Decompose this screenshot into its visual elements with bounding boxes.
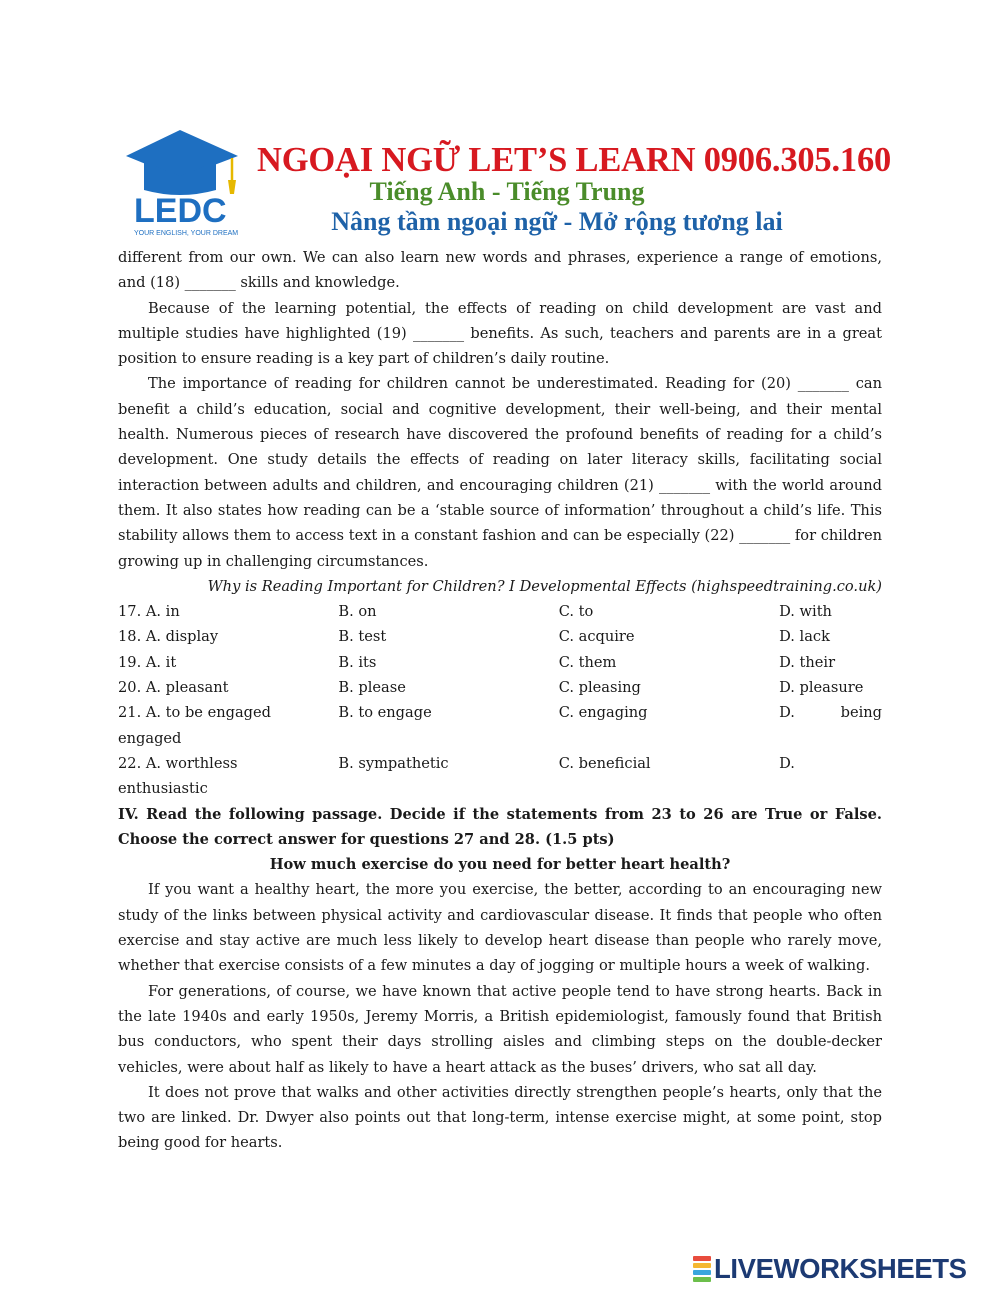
option-d-text-wrap: enthusiastic — [118, 780, 208, 798]
option-c[interactable]: C. to — [558, 603, 594, 621]
option-d[interactable]: D. their — [779, 653, 836, 671]
brand-slogan: Nâng tầm ngoại ngữ - Mở rộng tương lai — [331, 207, 783, 236]
option-d[interactable]: D. pleasure — [779, 679, 864, 697]
svg-text:YOUR ENGLISH, YOUR DREAM: YOUR ENGLISH, YOUR DREAM — [134, 230, 239, 237]
liveworksheets-logo[interactable] — [693, 1252, 993, 1286]
passage1-paragraph: The importance of reading for children cannot be underestimated. Reading for (20) _______ can benefit a child’s education, social and cognitive development, their well-being, and their mental health. Numerous pieces of research have discovered the profound benefits of reading for a child’s development. One study details the effects of reading on later literacy skills, facilitating social interaction between adults and children, and encouraging children (21) _______ with the world around them. It also states how reading can be a ‘stable source of information’ throughout a child’s life. This stability allows them to access text in a constant fashion and can be especially (22) _______ for children growing up in challenging circumstances. — [118, 375, 882, 570]
option-a[interactable]: 21. A. to be engaged — [118, 704, 271, 722]
brand-title: NGOẠI NGỮ LET’S LEARN 0906.305.160 — [257, 141, 892, 179]
passage1-paragraph: Because of the learning potential, the effects of reading on child development are vast and multiple studies have highlighted (19) _______ benefits. As such, teachers and parents are in a great position to ensure reading is a key part of children’s daily routine. — [118, 299, 882, 368]
option-b[interactable]: B. to engage — [338, 704, 432, 722]
passage-title: How much exercise do you need for better heart health? — [269, 856, 731, 874]
question-row — [118, 650, 882, 675]
question-row — [118, 700, 882, 725]
passage2-paragraph: For generations, of course, we have known that active people tend to have strong hearts. Back in the late 1940s and early 1950s, Jeremy Morris, a British epidemiologist, famously found that British bus conductors, who spent their days strolling aisles and climbing steps on the double-decker vehicles, were about half as likely to have a heart attack as the buses’ drivers, who sat all day. — [118, 982, 882, 1076]
option-b[interactable]: B. please — [338, 679, 406, 697]
page-header — [0, 0, 1000, 245]
section-heading: IV. Read the following passage. Decide if the statements from 23 to 26 are True or False. Choose the correct answer for questions 27 and 28. (1.5 pts) — [118, 805, 882, 848]
svg-text:LEDC: LEDC — [134, 192, 227, 230]
passage1-paragraph: different from our own. We can also learn new words and phrases, experience a range of emotions, and (18) _______ skills and knowledge. — [118, 249, 882, 292]
badge-bar-icon — [693, 1256, 711, 1261]
liveworksheets-badge-icon — [693, 1256, 711, 1282]
question-row — [118, 751, 882, 776]
liveworksheets-wordmark: LIVEWORKSHEETS — [714, 1253, 967, 1284]
option-c[interactable]: C. them — [558, 653, 617, 671]
option-d[interactable] — [779, 700, 882, 725]
option-a[interactable]: 20. A. pleasant — [118, 679, 229, 697]
passage2-paragraph: It does not prove that walks and other activities directly strengthen people’s hearts, only that the two are linked. Dr. Dwyer also points out that long-term, intense exercise might, at some point, stop being good for hearts. — [118, 1083, 882, 1152]
passage-source: Why is Reading Important for Children? I Developmental Effects (highspeedtraining.co.uk) — [207, 577, 882, 595]
badge-bar-icon — [693, 1270, 711, 1275]
option-d-text: being — [840, 704, 883, 722]
question-row-wrap — [118, 776, 882, 801]
option-c[interactable]: C. pleasing — [558, 679, 641, 697]
question-row — [118, 675, 882, 700]
worksheet-content — [118, 245, 882, 1156]
badge-bar-icon — [693, 1263, 711, 1268]
option-a[interactable]: 22. A. worthless — [118, 754, 238, 772]
passage2-paragraph: If you want a healthy heart, the more you exercise, the better, according to an encouraging new study of the links between physical activity and cardiovascular disease. It finds that people who often exercise and stay active are much less likely to develop heart disease than people who rarely move, whether that exercise consists of a few minutes a day of jogging or multiple hours a week of walking. — [118, 881, 882, 975]
brand-subtitle: Tiếng Anh - Tiếng Trung — [369, 177, 645, 206]
option-c[interactable]: C. beneficial — [558, 754, 651, 772]
option-d-prefix: D. — [779, 704, 795, 722]
option-b[interactable]: B. test — [338, 628, 387, 646]
option-d[interactable]: D. — [779, 754, 795, 772]
option-b[interactable]: B. its — [338, 653, 377, 671]
option-d[interactable]: D. with — [779, 603, 832, 621]
option-a[interactable]: 19. A. it — [118, 653, 177, 671]
question-row — [118, 624, 882, 649]
ledc-logo — [120, 128, 245, 238]
option-c[interactable]: C. engaging — [558, 704, 648, 722]
option-a[interactable]: 18. A. display — [118, 628, 219, 646]
badge-bar-icon — [693, 1277, 711, 1282]
option-a[interactable]: 17. A. in — [118, 603, 180, 621]
option-b[interactable]: B. sympathetic — [338, 754, 449, 772]
option-b[interactable]: B. on — [338, 603, 377, 621]
option-c[interactable]: C. acquire — [558, 628, 635, 646]
question-list — [118, 599, 882, 801]
question-row-wrap — [118, 726, 882, 751]
option-d-text-wrap: engaged — [118, 729, 182, 747]
question-row — [118, 599, 882, 624]
option-d[interactable]: D. lack — [779, 628, 830, 646]
